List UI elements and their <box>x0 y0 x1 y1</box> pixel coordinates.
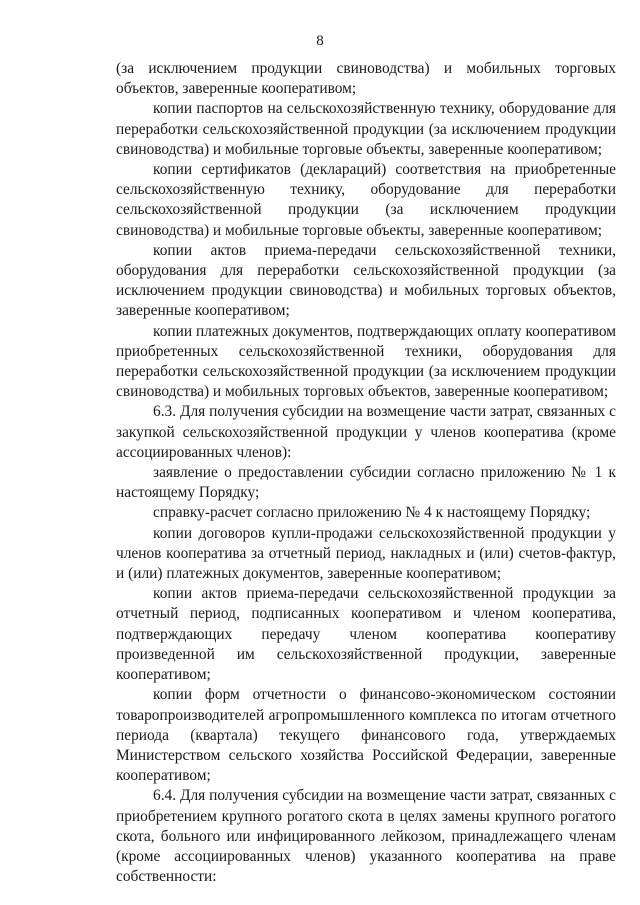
paragraph-sale-contracts: копии договоров купли-продажи сельскохозяйственной продукции у членов кооператива за отчетный период, накладных и (или) счетов-фактур, и (или) платежных документов, заверенные кооперативом; <box>116 524 616 583</box>
page-number: 8 <box>316 33 324 49</box>
paragraph-section-6-3: 6.3. Для получения субсидии на возмещение части затрат, связанных с закупкой сельскохозяйственной продукции у членов кооператива (кроме ассоциированных членов): <box>116 403 616 461</box>
document-body <box>116 59 616 887</box>
paragraph-reporting-forms: копии форм отчетности о финансово-экономическом состоянии товаропроизводителей агропромышленного комплекса по итогам отчетного периода (квартала) текущего финансового года, утверждаемых Министерством сельского хозяйства Российской Федерации, заверенные кооперативом; <box>116 686 616 785</box>
paragraph-calculation-certificate: справку-расчет согласно приложению № 4 к настоящему Порядку; <box>153 504 591 522</box>
paragraph-continuation: (за исключением продукции свиноводства) и мобильных торговых объектов, заверенные кооперативом; <box>116 60 616 98</box>
paragraph-passport-copies: копии паспортов на сельскохозяйственную технику, оборудование для переработки сельскохозяйственной продукции (за исключением продукции свиноводства) и мобильные торговые объекты, заверенные кооперативом; <box>116 100 616 158</box>
paragraph-application: заявление о предоставлении субсидии согласно приложению № 1 к настоящему Порядку; <box>116 464 616 502</box>
paragraph-certificate-copies: копии сертификатов (деклараций) соответствия на приобретенные сельскохозяйственную технику, оборудование для переработки сельскохозяйственной продукции (за исключением продукции свиноводства) и мобильные торговые объекты, заверенные кооперативом; <box>116 161 616 239</box>
paragraph-transfer-acts-produce: копии актов приема-передачи сельскохозяйственной продукции за отчетный период, подписанных кооперативом и членом кооператива, подтверждающих передачу членом кооператива кооперативу произведенной им сельскохозяйственной продукции, заверенные кооперативом; <box>116 585 616 684</box>
paragraph-transfer-acts-equipment: копии актов приема-передачи сельскохозяйственной техники, оборудования для переработки сельскохозяйственной продукции (за исключением продукции свиноводства) и мобильных торговых объектов, заверенные кооперативом; <box>116 241 616 320</box>
paragraph-payment-documents: копии платежных документов, подтверждающих оплату кооперативом приобретенных сельскохозяйственной техники, оборудования для переработки сельскохозяйственной продукции (за исключением продукции свиноводства) и мобильных торговых объектов, заверенные кооперативом; <box>116 322 616 401</box>
paragraph-section-6-4: 6.4. Для получения субсидии на возмещение части затрат, связанных с приобретением крупного рогатого скота в целях замены крупного рогатого скота, больного или инфицированного лейкозом, принадлежащего членам (кроме ассоциированных членов) указанного кооператива на праве собственности: <box>116 787 616 886</box>
